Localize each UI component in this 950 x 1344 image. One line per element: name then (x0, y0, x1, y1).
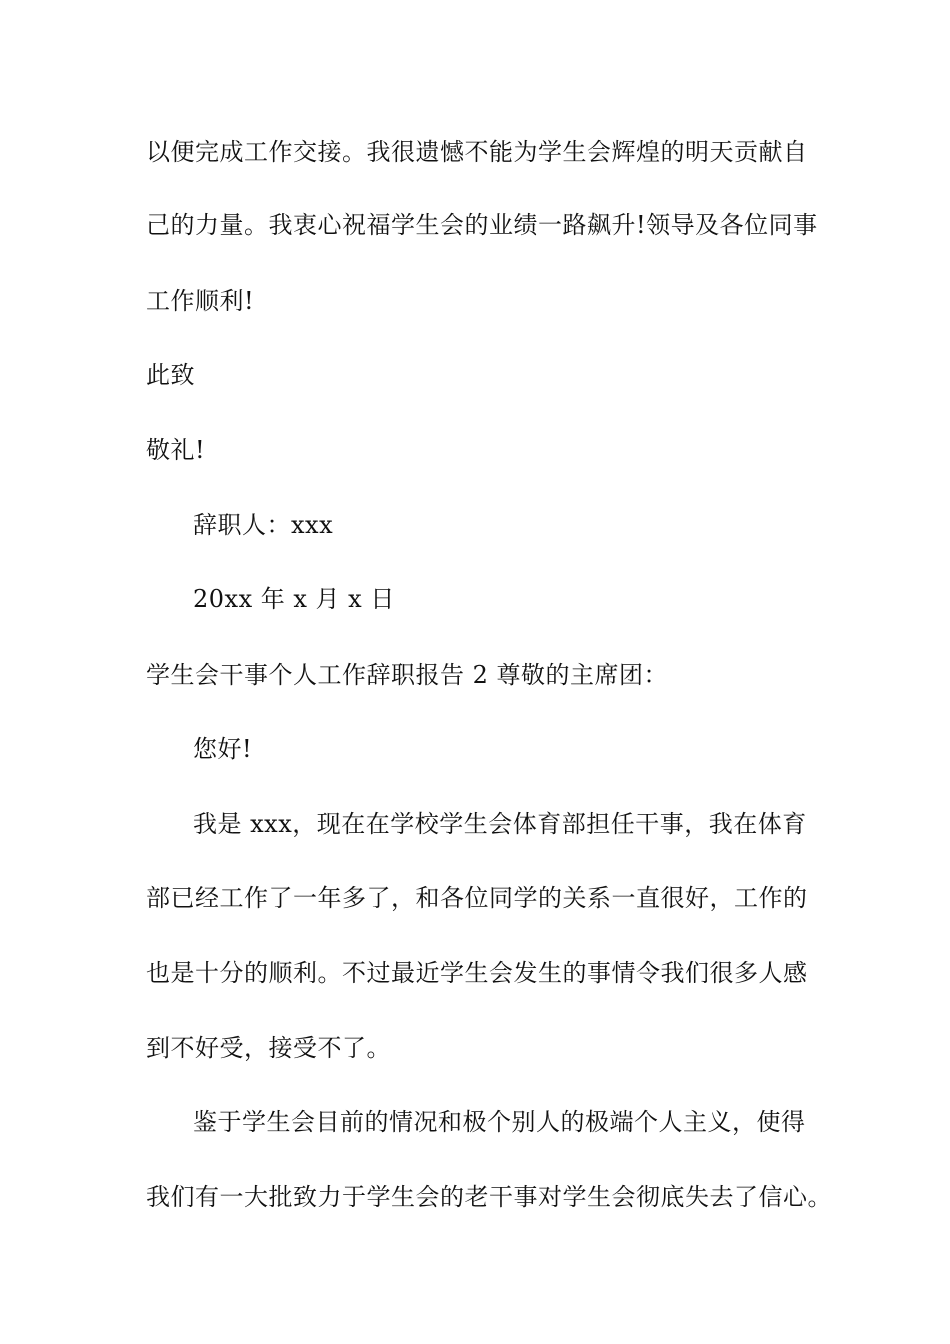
text-line-15: 我们有一大批致力于学生会的老干事对学生会彻底失去了信心。 (146, 1183, 832, 1211)
text-line-10: 我是 xxx，现在在学校学生会体育部担任干事，我在体育 (193, 810, 807, 838)
closing-regards: 敬礼! (146, 436, 206, 464)
text-line-14: 鉴于学生会目前的情况和极个别人的极端个人主义，使得 (193, 1108, 806, 1136)
text-line-1: 以便完成工作交接。我很遗憾不能为学生会辉煌的明天贡献自 (146, 138, 808, 166)
text-line-11: 部已经工作了一年多了，和各位同学的关系一直很好，工作的 (146, 884, 808, 912)
signature-line: 辞职人：xxx (193, 511, 334, 539)
text-line-2: 己的力量。我衷心祝福学生会的业绩一路飙升!领导及各位同事 (146, 211, 818, 239)
greeting-line: 您好! (193, 735, 253, 763)
text-line-3: 工作顺利! (146, 287, 255, 315)
date-line: 20xx 年 x 月 x 日 (193, 585, 395, 613)
text-line-13: 到不好受，接受不了。 (146, 1034, 391, 1062)
section-heading: 学生会干事个人工作辞职报告 2 尊敬的主席团： (146, 661, 669, 689)
text-line-12: 也是十分的顺利。不过最近学生会发生的事情令我们很多人感 (146, 959, 808, 987)
closing-salutation: 此致 (146, 361, 195, 389)
